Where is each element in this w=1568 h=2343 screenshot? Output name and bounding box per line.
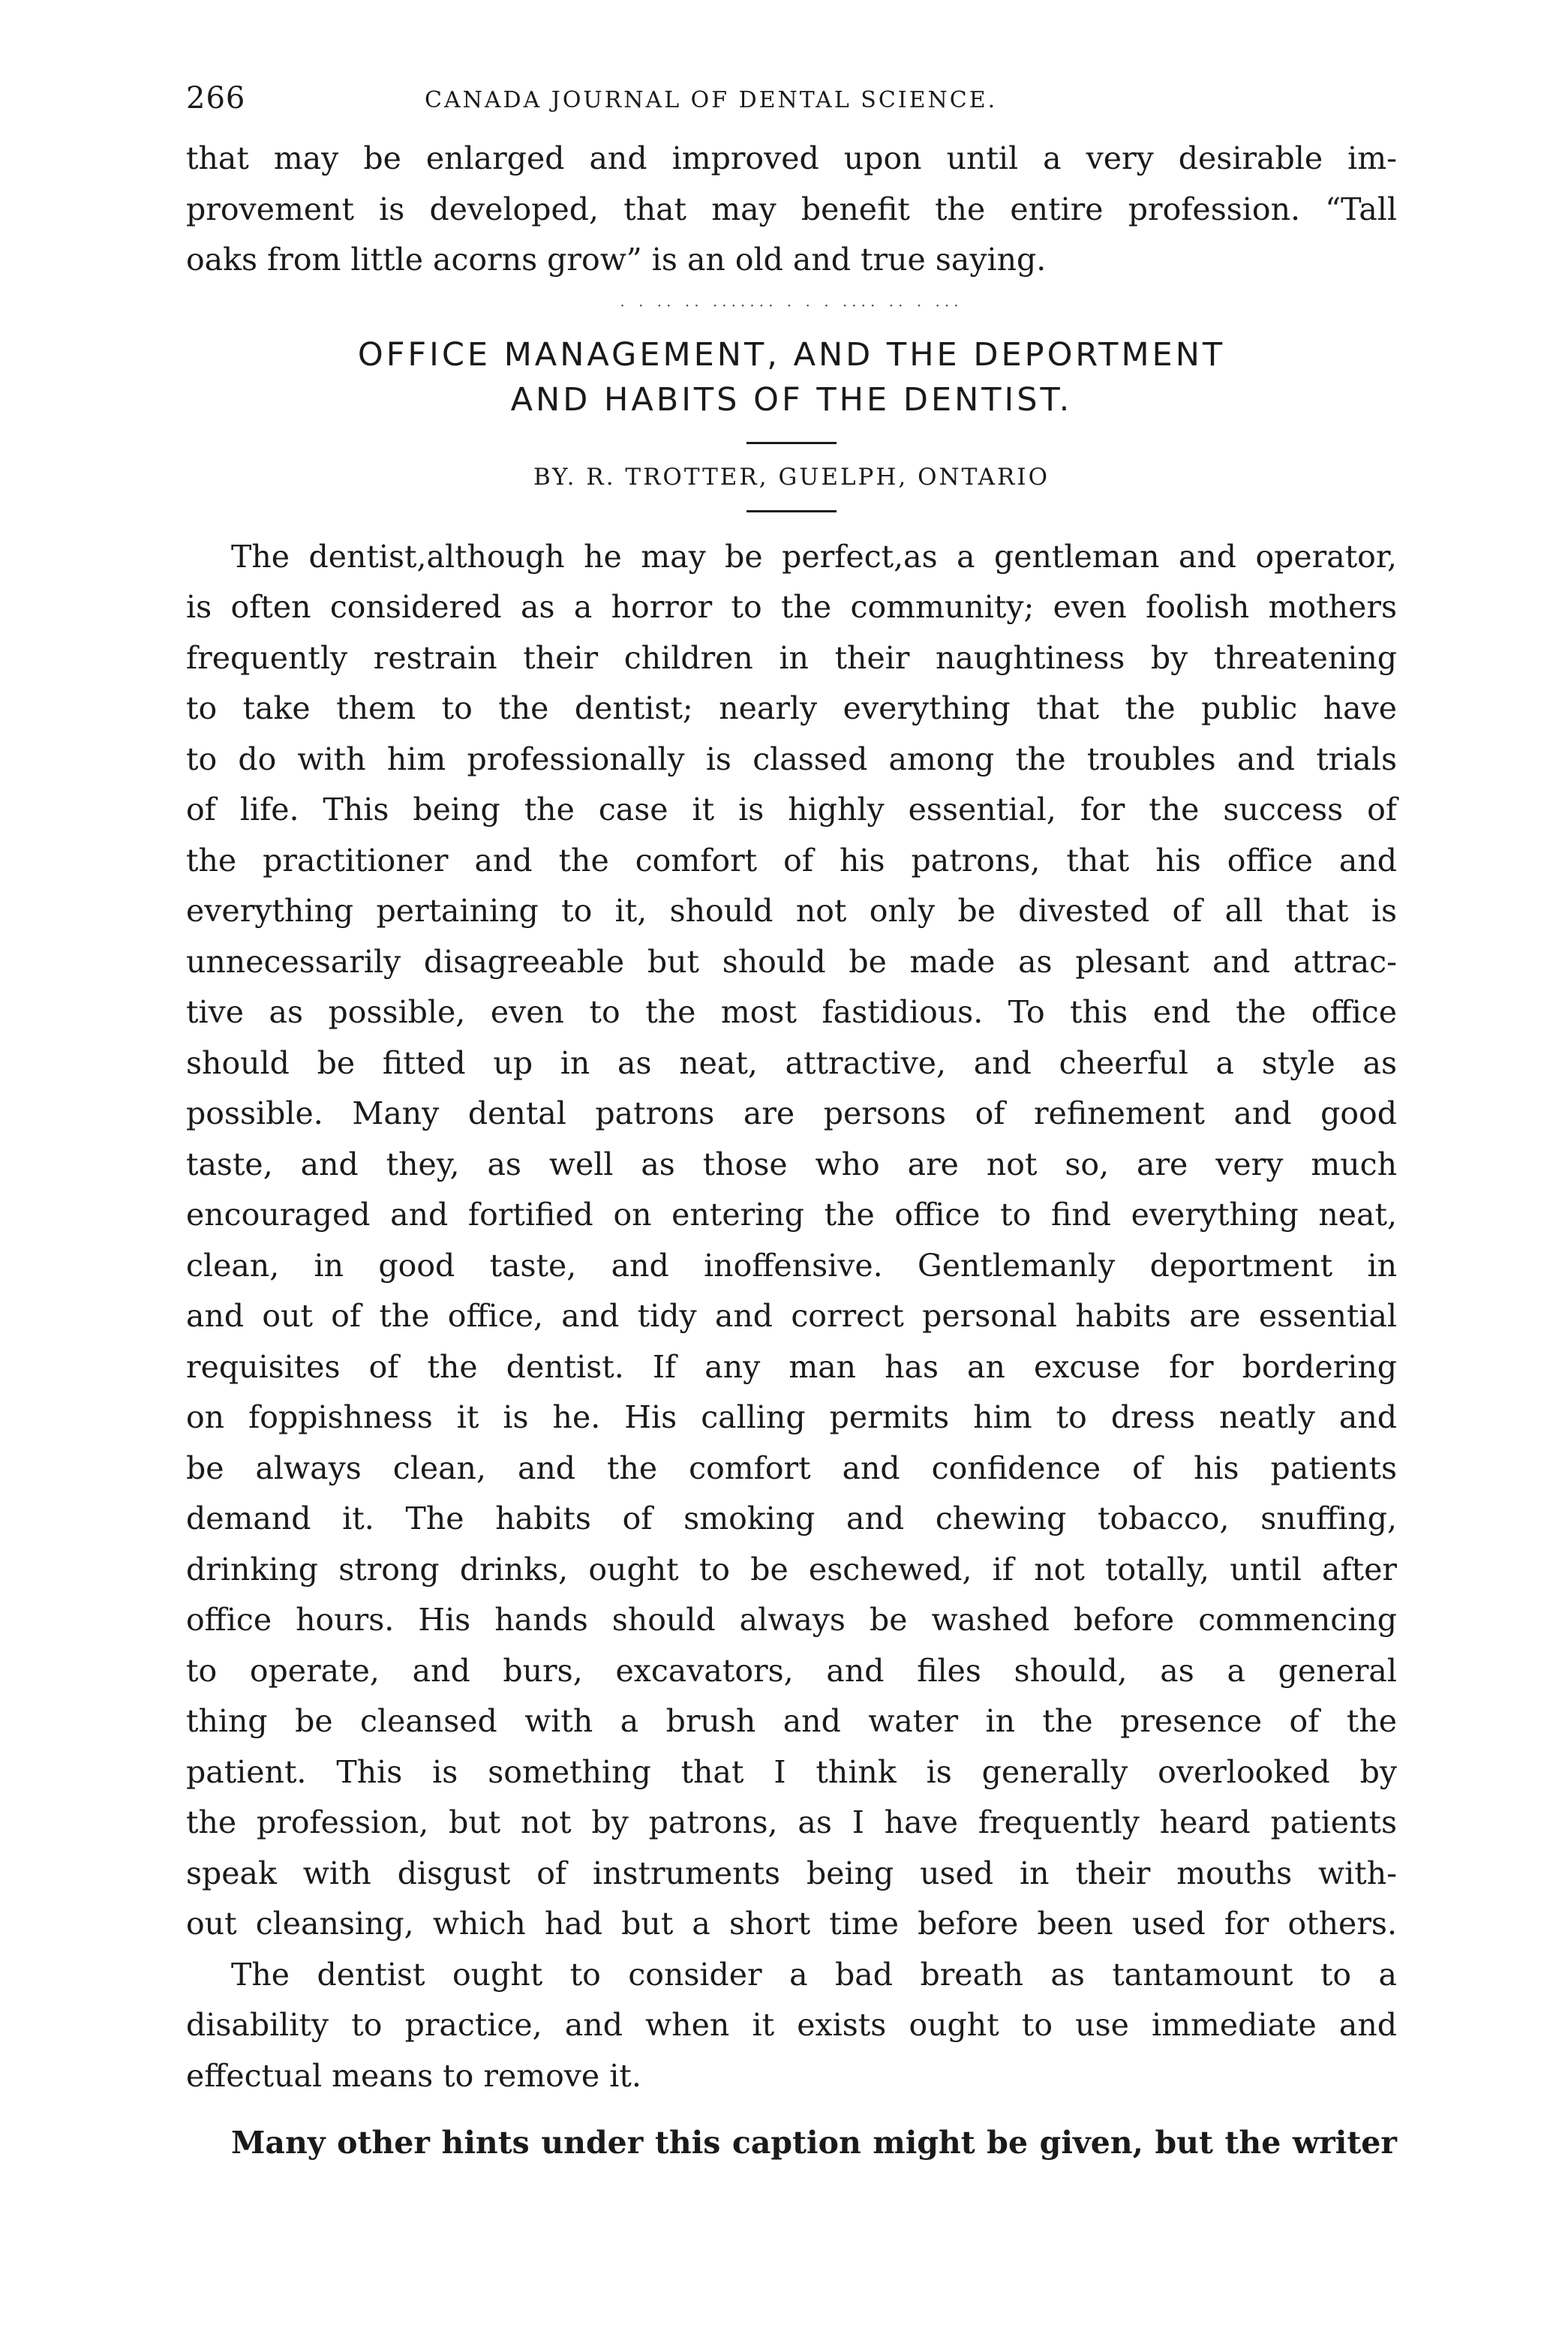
journal-title: CANADA JOURNAL OF DENTAL SCIENCE.: [425, 87, 998, 113]
text-line: The dentist,although he may be perfect,as a gentleman and operator,: [231, 538, 1397, 575]
text-line: is often considered as a horror to the community; even foolish mothers: [186, 589, 1397, 625]
text-line: frequently restrain their children in their naughtiness by threatening: [186, 639, 1397, 676]
text-line: on foppishness it is he. His calling permits him to dress neatly and: [186, 1399, 1397, 1435]
paragraph-gap: [186, 2101, 1397, 2118]
text-line: office hours. His hands should always be washed before commencing: [186, 1602, 1397, 1638]
text-line: taste, and they, as well as those who are not so, are very much: [186, 1146, 1397, 1182]
text-line: speak with disgust of instruments being used in their mouths with-: [186, 1855, 1397, 1891]
article-title-line-1: OFFICE MANAGEMENT, AND THE DEPORTMENT: [357, 335, 1226, 374]
text-line: unnecessarily disagreeable but should be made as plesant and attrac-: [186, 943, 1397, 980]
byline-rule: [746, 510, 837, 512]
text-line: Many other hints under this caption might be given, but the writer: [231, 2125, 1397, 2161]
text-line: be always clean, and the comfort and confidence of his patients: [186, 1449, 1397, 1486]
text-line: demand it. The habits of smoking and chewing tobacco, snuffing,: [186, 1500, 1397, 1536]
paragraph-2: [186, 1950, 1397, 2102]
text-line: The dentist ought to consider a bad breath as tantamount to a: [231, 1956, 1397, 1993]
title-rule: [746, 442, 837, 444]
text-line: encouraged and fortified on entering the office to find everything neat,: [186, 1197, 1397, 1233]
text-line: to do with him professionally is classed among the troubles and trials: [186, 740, 1397, 777]
text-line: should be fitted up in as neat, attractive, and cheerful a style as: [186, 1044, 1397, 1081]
article-title-line-2: AND HABITS OF THE DENTIST.: [510, 380, 1073, 419]
section-separator-dots: · · ·· ·· ······· · · · ···· ·· · ···: [620, 296, 963, 314]
paragraph-1: [186, 532, 1397, 1950]
text-line: of life. This being the case it is highly essential, for the success of: [186, 792, 1397, 828]
text-line: possible. Many dental patrons are persons of refinement and good: [186, 1095, 1397, 1131]
byline: BY. R. TROTTER, GUELPH, ONTARIO: [533, 463, 1050, 491]
text-line: everything pertaining to it, should not only be divested of all that is: [186, 893, 1397, 929]
page-number: 266: [186, 81, 246, 116]
text-line: requisites of the dentist. If any man has an excuse for bordering: [186, 1348, 1397, 1385]
text-line: clean, in good taste, and inoffensive. Gentlemanly deportment in: [186, 1247, 1397, 1284]
text-line: the profession, but not by patrons, as I have frequently heard patients: [186, 1804, 1397, 1840]
running-head: [186, 81, 1397, 134]
text-line: and out of the office, and tidy and correct personal habits are essential: [186, 1298, 1397, 1334]
text-line: drinking strong drinks, ought to be eschewed, if not totally, until after: [186, 1551, 1397, 1588]
text-line: patient. This is something that I think is generally overlooked by: [186, 1753, 1397, 1790]
intro-paragraph: [186, 134, 1397, 286]
text-line: out cleansing, which had but a short time before been used for others.: [186, 1906, 1397, 1942]
text-line: that may be enlarged and improved upon until a very desirable im-: [186, 140, 1397, 176]
text-line: provement is developed, that may benefit the entire profession. “Tall: [186, 191, 1397, 227]
journal-page: [186, 81, 1397, 2169]
text-line: effectual means to remove it.: [186, 2057, 641, 2094]
text-line: tive as possible, even to the most fastidious. To this end the office: [186, 994, 1397, 1030]
text-line: to operate, and burs, excavators, and files should, as a general: [186, 1652, 1397, 1689]
text-line: the practitioner and the comfort of his patrons, that his office and: [186, 842, 1397, 879]
text-line: oaks from little acorns grow” is an old and true saying.: [186, 242, 1047, 278]
text-line: disability to practice, and when it exists ought to use immediate and: [186, 2007, 1397, 2043]
text-line: thing be cleansed with a brush and water in the presence of the: [186, 1703, 1397, 1739]
text-line: to take them to the dentist; nearly everything that the public have: [186, 690, 1397, 726]
paragraph-3: [186, 2118, 1397, 2169]
